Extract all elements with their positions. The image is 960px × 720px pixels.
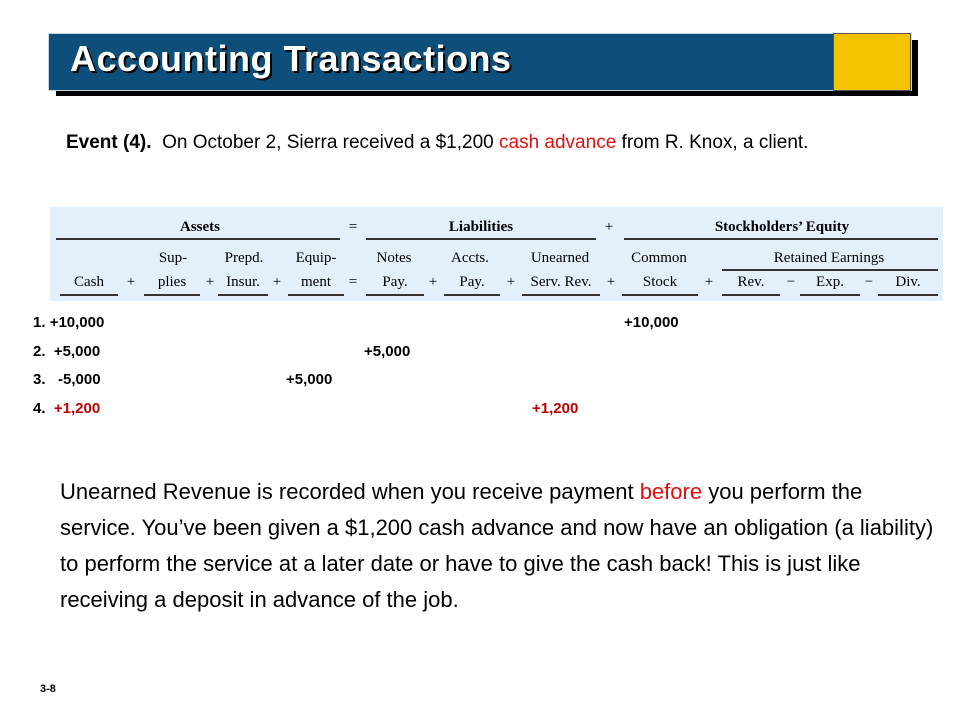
cash-value: +10,000 [49, 314, 105, 331]
plus-op-3: + [272, 274, 282, 290]
assets-header: Assets [180, 219, 220, 235]
equipment-label: ment [301, 274, 331, 290]
page-title: Accounting Transactions [70, 38, 512, 79]
explanation-highlight: before [639, 479, 703, 504]
equity-header: Stockholders’ Equity [714, 219, 850, 235]
notes-underline [366, 294, 424, 296]
equipment-underline [288, 294, 344, 296]
row-2-notes-payable: +5,000 [364, 343, 411, 360]
plus-op-2: + [205, 274, 215, 290]
event-highlight: cash advance [499, 132, 617, 153]
retained-earnings-underline [722, 269, 938, 271]
notes-label-top: Notes [376, 250, 412, 266]
explanation-part2: you perform the service. You’ve been given a $1,200 cash advance and now have an obligation (a liability) to perform the service at a later date or have to give the cash back! This is just like receiving a deposit in advance of the job. [60, 479, 934, 612]
minus-op-2: − [864, 274, 874, 290]
transaction-row-4 [33, 400, 100, 417]
rev-underline [722, 294, 780, 296]
cash-value: +1,200 [53, 400, 101, 417]
supplies-label-top: Sup- [158, 250, 188, 266]
cash-value: +5,000 [53, 343, 101, 360]
row-number: 1. [33, 314, 46, 331]
supplies-label: plies [157, 274, 187, 290]
plus-op-6: + [606, 274, 616, 290]
cash-value: -5,000 [58, 371, 101, 388]
notes-label: Pay. [382, 274, 408, 290]
unearned-value: +1,200 [532, 400, 579, 417]
supplies-underline [144, 294, 200, 296]
event-text-after: from R. Knox, a client. [621, 132, 809, 153]
equity-underline [624, 238, 938, 240]
accts-label-top: Accts. [451, 250, 489, 266]
equals-operator-top: = [348, 219, 358, 235]
div-underline [878, 294, 938, 296]
plus-op-5: + [506, 274, 516, 290]
unearned-label-top: Unearned [530, 250, 590, 266]
plus-operator-top: + [604, 219, 614, 235]
equipment-label-top: Equip- [295, 250, 337, 266]
plus-op-7: + [704, 274, 714, 290]
common-label: Stock [642, 274, 678, 290]
assets-underline [56, 238, 340, 240]
slide-number: 3-8 [40, 683, 56, 695]
row-4-unearned-revenue [532, 400, 578, 417]
common-underline [622, 294, 698, 296]
rev-label: Rev. [737, 274, 765, 290]
event-description [66, 126, 926, 160]
row-1-common-stock: +10,000 [624, 314, 679, 331]
transaction-row-1 [33, 314, 104, 331]
prepd-label-top: Prepd. [224, 250, 264, 266]
minus-op-1: − [786, 274, 796, 290]
explanation-text [60, 474, 940, 618]
transaction-row-3 [33, 371, 101, 388]
liabilities-underline [366, 238, 596, 240]
accts-label: Pay. [459, 274, 485, 290]
row-number: 3. [33, 371, 46, 388]
row-number: 2. [33, 343, 46, 360]
prepd-label: Insur. [226, 274, 260, 290]
liabilities-header: Liabilities [448, 219, 514, 235]
prepd-underline [218, 294, 268, 296]
title-accent-block [833, 33, 911, 91]
retained-earnings-label: Retained Earnings [773, 250, 885, 266]
event-text-before: On October 2, Sierra received a $1,200 [162, 132, 494, 153]
unearned-label: Serv. Rev. [530, 274, 592, 290]
transaction-row-2 [33, 343, 100, 360]
common-label-top: Common [631, 250, 687, 266]
event-label: Event (4). [66, 132, 152, 153]
exp-underline [800, 294, 860, 296]
equals-op-bottom: = [348, 274, 358, 290]
div-label: Div. [895, 274, 921, 290]
row-number: 4. [33, 400, 46, 417]
explanation-part1: Unearned Revenue is recorded when you receive payment [60, 479, 634, 504]
cash-underline [60, 294, 118, 296]
exp-label: Exp. [816, 274, 844, 290]
plus-op-1: + [126, 274, 136, 290]
row-3-equipment: +5,000 [286, 371, 333, 388]
accts-underline [444, 294, 500, 296]
plus-op-4: + [428, 274, 438, 290]
cash-label: Cash [74, 274, 104, 290]
unearned-underline [522, 294, 600, 296]
